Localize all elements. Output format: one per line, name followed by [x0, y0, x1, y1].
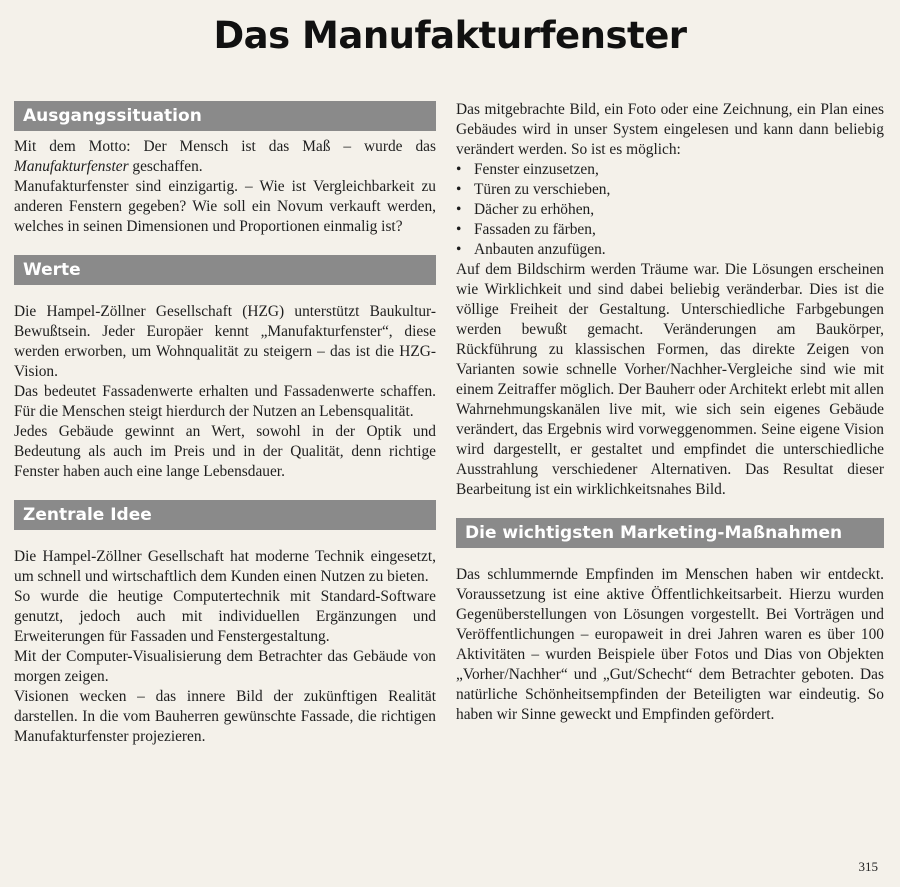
- werte-paragraph-1: Die Hampel-Zöllner Gesellschaft (HZG) unterstützt Baukultur-Bewußtsein. Jeder Europäer kennt „Manufakturfenster“, diese werden erworben, um Wohnqualität zu steigern – das ist die HZG-Vision.: [14, 303, 436, 380]
- zentrale-idee-paragraph-1: Die Hampel-Zöllner Gesellschaft hat moderne Technik eingesetzt, um schnell und wirtschaftlich dem Kunden einen Nutzen zu bieten.: [14, 548, 436, 585]
- bild-intro-paragraph: Das mitgebrachte Bild, ein Foto oder eine Zeichnung, ein Plan eines Gebäudes wird in unser System eingelesen und kann dann beliebig verändert werden. So ist es möglich:: [456, 101, 884, 158]
- ausgangssituation-paragraph-2: Manufakturfenster sind einzigartig. – Wie ist Vergleichbarkeit zu anderen Fenstern gegeben? Wie soll ein Novum verkauft werden, welches in seinen Dimensionen und Proportionen einmalig ist?: [14, 178, 436, 235]
- heading-zentrale-idee: Zentrale Idee: [14, 500, 436, 530]
- werte-paragraph-2: Das bedeutet Fassadenwerte erhalten und Fassadenwerte schaffen. Für die Menschen steigt hierdurch der Nutzen an Lebensqualität.: [14, 383, 436, 420]
- zentrale-idee-paragraph-4: Visionen wecken – das innere Bild der zukünftigen Realität darstellen. In die vom Bauherren gewünschte Fassade, die richtigen Manufakturfenster projezieren.: [14, 688, 436, 745]
- left-column: [14, 100, 436, 747]
- bullet-icon: •: [456, 161, 462, 178]
- page-title: Das Manufakturfenster: [213, 14, 687, 57]
- bild-paragraph-2: Auf dem Bildschirm werden Träume war. Die Lösungen erscheinen wie Wirklichkeit und sind dabei beliebig veränderbar. Dies ist die völlige Freiheit der Gestaltung. Unterschiedliche Farbgebungen werden bewußt gemacht. Veränderungen am Baukörper, Rückführung zu klassischen Formen, das direkte Zeigen von Varianten sowie schnelle Vorher/Nachher-Vergleiche sind wie mit einem Zeitraffer möglich. Der Bauherr oder Architekt erlebt mit allen Wahrnehmungskanälen live mit, wie sich sein eigenes Gebäude verändert, das Ergebnis wird vorweggenommen. Seine eigene Vision wird dargestellt, er gestaltet und empfindet die unterschiedliche Ausstrahlung verschiedener Alternativen. Das Resultat dieser Bearbeitung ist ein wirklichkeitsnahes Bild.: [456, 261, 884, 498]
- bullet-icon: •: [456, 241, 462, 258]
- heading-ausgangssituation: Ausgangssituation: [14, 101, 436, 131]
- bullet-icon: •: [456, 201, 462, 218]
- list-item: • Fassaden zu färben,: [456, 221, 596, 238]
- manufakturfenster-emphasis: Manufakturfenster: [14, 158, 129, 175]
- list-item: • Fenster einzusetzen,: [456, 161, 599, 178]
- bullet-icon: •: [456, 181, 462, 198]
- bullet-icon: •: [456, 221, 462, 238]
- list-item: • Dächer zu erhöhen,: [456, 201, 595, 218]
- werte-paragraph-3: Jedes Gebäude gewinnt an Wert, sowohl in der Optik und Bedeutung als auch im Preis und in der Qualität, denn richtige Fenster haben auch eine lange Lebensdauer.: [14, 423, 436, 480]
- ausgangssituation-paragraph-1: [14, 137, 436, 177]
- right-column: [456, 100, 884, 725]
- motto-text: Mit dem Motto: Der Mensch ist das Maß – wurde das: [14, 138, 436, 155]
- zentrale-idee-paragraph-3: Mit der Computer-Visualisierung dem Betrachter das Gebäude von morgen zeigen.: [14, 648, 436, 685]
- heading-marketing: Die wichtigsten Marketing-Maßnahmen: [456, 518, 884, 548]
- motto-text-end: geschaffen.: [128, 158, 203, 175]
- page-number: 315: [858, 859, 878, 874]
- list-item: • Türen zu verschieben,: [456, 181, 611, 198]
- heading-werte: Werte: [14, 255, 436, 285]
- marketing-paragraph-1: Das schlummernde Empfinden im Menschen haben wir entdeckt. Voraussetzung ist eine aktive Öffentlichkeitsarbeit. Hierzu wurden Gegenüberstellungen von Lösungen vorgestellt. Bei Vorträgen und Veröffentlichungen – europaweit in drei Jahren waren es über 100 Aktivitäten – wurden Beispiele über Fotos und Dias von Objekten „Vorher/Nachher“ und „Gut/Schecht“ dem Betrachter geboten. Das natürliche Schönheitsempfinden der Beteiligten war eindeutig. So haben wir Sinne geweckt und Empfinden gefördert.: [456, 566, 884, 723]
- list-item: • Anbauten anzufügen.: [456, 241, 606, 258]
- possibilities-list: [456, 160, 884, 260]
- zentrale-idee-paragraph-2: So wurde die heutige Computertechnik mit Standard-Software genutzt, jedoch auch mit individuellen Ergänzungen und Erweiterungen für Fassaden und Fenstergestaltung.: [14, 588, 436, 645]
